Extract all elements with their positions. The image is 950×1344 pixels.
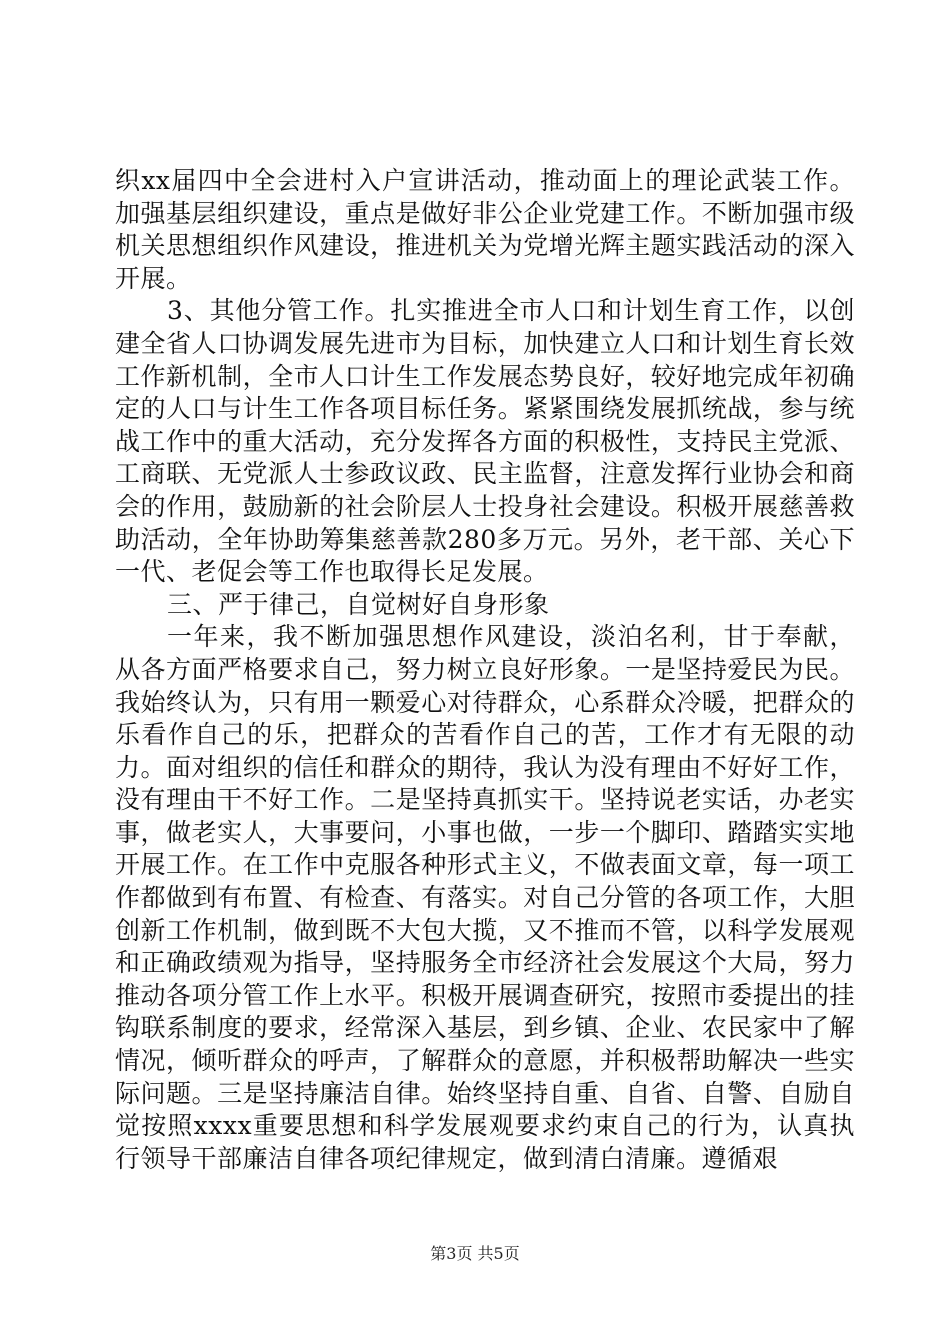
document-body xyxy=(115,165,855,1175)
paragraph-1: 织xx届四中全会进村入户宣讲活动，推动面上的理论武装工作。加强基层组织建设，重点是做好非公企业党建工作。不断加强市级机关思想组织作风建设，推进机关为党增光辉主题实践活动的深入开展。 xyxy=(115,166,855,293)
page-footer: 第3页 共5页 xyxy=(430,1244,520,1263)
paragraph-2: 3、其他分管工作。扎实推进全市人口和计划生育工作，以创建全省人口协调发展先进市为目标，加快建立人口和计划生育长效工作新机制，全市人口计生工作发展态势良好，较好地完成年初确定的人口与计生工作各项目标任务。紧紧围绕发展抓统战，参与统战工作中的重大活动，充分发挥各方面的积极性，支持民主党派、工商联、无党派人士参政议政、民主监督，注意发挥行业协会和商会的作用，鼓励新的社会阶层人士投身社会建设。积极开展慈善救助活动，全年协助筹集慈善款280多万元。另外，老干部、关心下一代、老促会等工作也取得长足发展。 xyxy=(115,296,855,587)
section-heading: 三、严于律己，自觉树好自身形象 xyxy=(167,589,550,619)
paragraph-3: 一年来，我不断加强思想作风建设，淡泊名利，甘于奉献，从各方面严格要求自己，努力树立良好形象。一是坚持爱民为民。我始终认为，只有用一颗爱心对待群众，心系群众冷暖，把群众的乐看作自己的乐，把群众的苦看作自己的苦，工作才有无限的动力。面对组织的信任和群众的期待，我认为没有理由不好好工作，没有理由干不好工作。二是坚持真抓实干。坚持说老实话，办老实事，做老实人，大事要问，小事也做，一步一个脚印、踏踏实实地开展工作。在工作中克服各种形式主义，不做表面文章，每一项工作都做到有布置、有检查、有落实。对自己分管的各项工作，大胆创新工作机制，做到既不大包大揽，又不推而不管，以科学发展观和正确政绩观为指导，坚持服务全市经济社会发展这个大局，努力推动各项分管工作上水平。积极开展调查研究，按照市委提出的挂钩联系制度的要求，经常深入基层，到乡镇、企业、农民家中了解情况，倾听群众的呼声，了解群众的意愿，并积极帮助解决一些实际问题。三是坚持廉洁自律。始终坚持自重、自省、自警、自励自觉按照xxxx重要思想和科学发展观要求约束自己的行为，认真执行领导干部廉洁自律各项纪律规定，做到清白清廉。遵循艰 xyxy=(115,622,855,1173)
